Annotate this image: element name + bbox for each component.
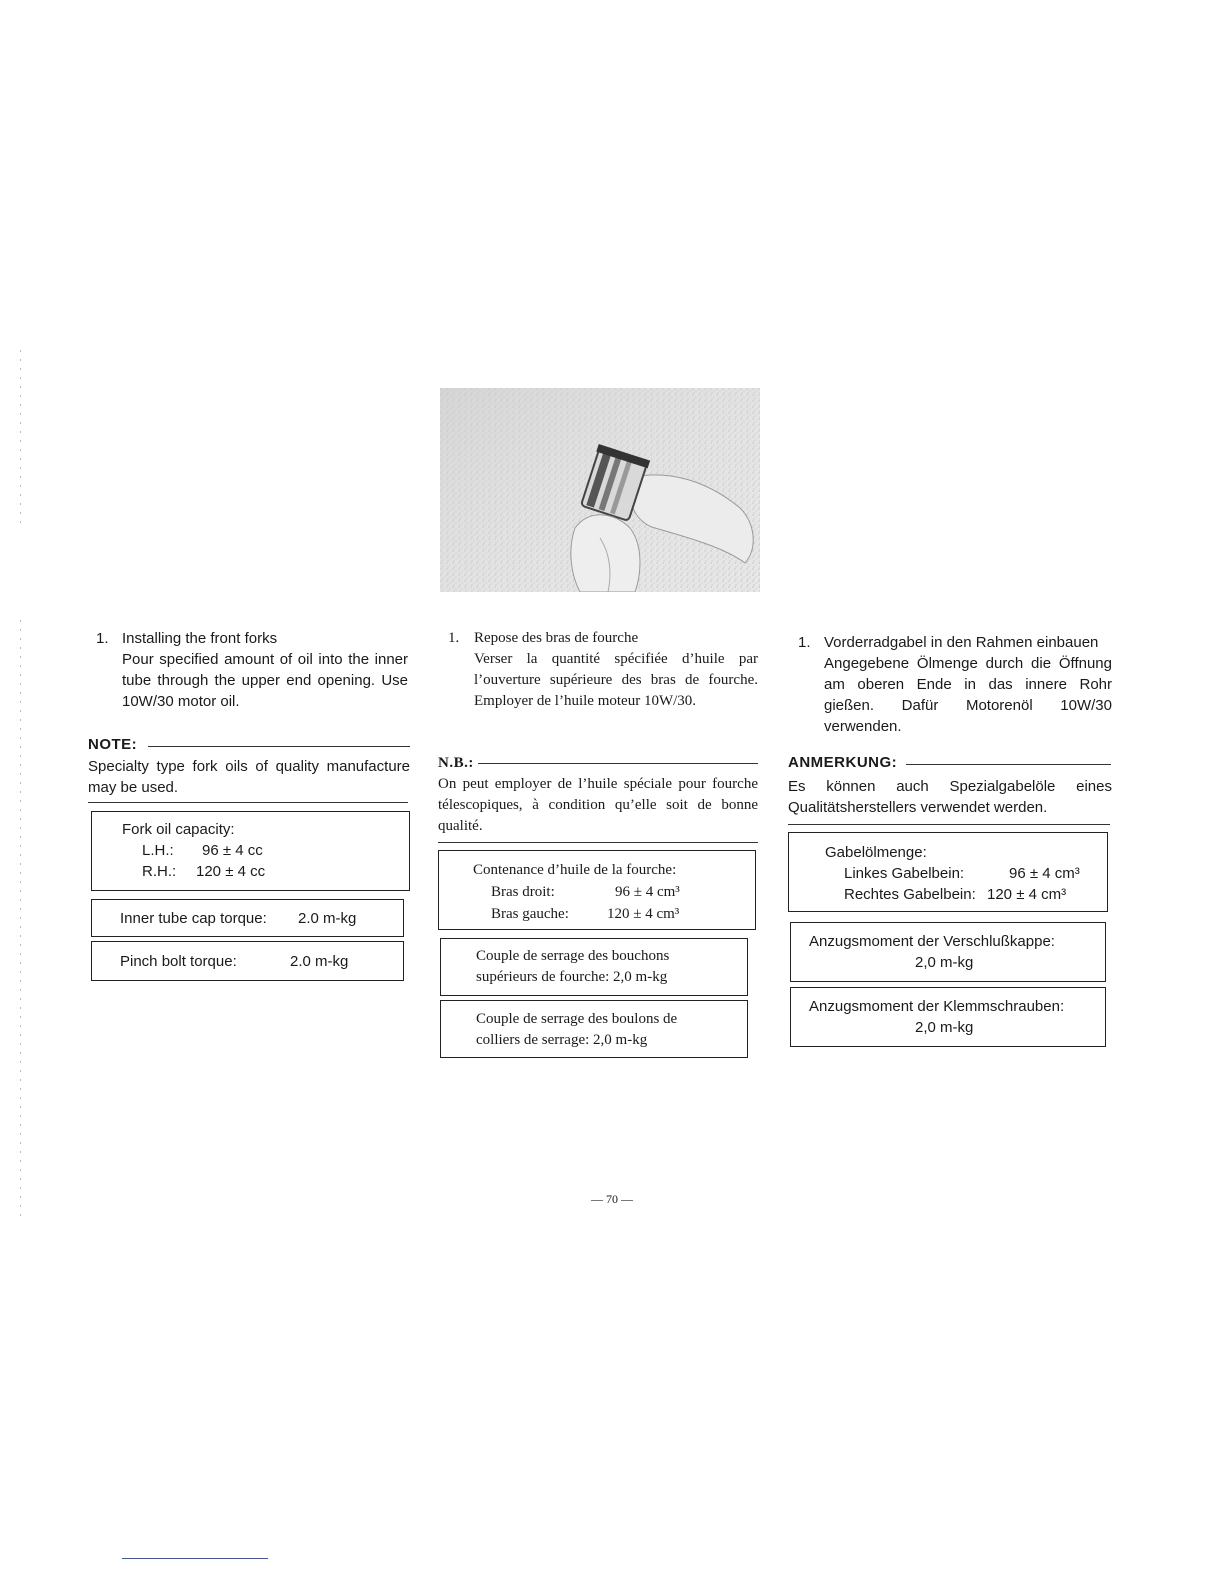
french-step: [448, 628, 758, 712]
pinch-torque-line1: Couple de serrage des boulons de: [476, 1011, 678, 1027]
photo-hands-holding-fork-tube-icon: [440, 388, 760, 592]
cap-torque-label: Inner tube cap torque:: [120, 910, 267, 927]
note-text: Specialty type fork oils of quality manufacture may be used.: [88, 758, 410, 796]
note-rule: [478, 763, 758, 764]
step-title: Vorderradgabel in den Rahmen einbauen: [824, 634, 1099, 651]
left-arm-value: 120 ± 4 cm³: [607, 906, 680, 922]
pinch-bolt-torque-box: [440, 1000, 748, 1058]
note-end-rule: [788, 824, 1110, 825]
oil-box-title: Fork oil capacity:: [122, 821, 235, 838]
left-leg-value: 96 ± 4 cm³: [1009, 865, 1080, 882]
pinch-bolt-torque-box: [91, 941, 404, 981]
oil-box-title: Contenance d’huile de la fourche:: [473, 862, 677, 878]
right-arm-value: 96 ± 4 cm³: [615, 884, 680, 900]
cap-torque-line1: Couple de serrage des bouchons: [476, 948, 670, 964]
rh-label: R.H.:: [142, 863, 177, 880]
oil-box-title: Gabelölmenge:: [825, 844, 927, 861]
cap-torque-box: [440, 938, 748, 996]
fork-oil-capacity-box: [438, 850, 756, 930]
step-title: Installing the front forks: [122, 630, 278, 647]
step-number: 1.: [798, 634, 811, 651]
cap-torque-line2: supérieurs de fourche: 2,0 m-kg: [476, 969, 668, 985]
right-leg-label: Rechtes Gabelbein:: [844, 886, 976, 903]
pinch-torque-line2: 2,0 m-kg: [915, 1019, 974, 1036]
note-text: Es können auch Spezialgabelöle eines Qualitätsherstellers verwendet werden.: [788, 778, 1112, 816]
note-end-rule: [88, 802, 408, 803]
inner-tube-cap-torque-box: [91, 899, 404, 937]
note-label: N.B.:: [438, 755, 474, 771]
rh-value: 120 ± 4 cc: [196, 863, 266, 880]
step-text: Angegebene Ölmenge durch die Öffnung am oberen Ende in das innere Rohr gießen. Dafür Motorenöl 10W/30 verwenden.: [824, 655, 1112, 735]
pinch-bolt-torque-box: [790, 987, 1106, 1047]
pinch-torque-label: Pinch bolt torque:: [120, 953, 237, 970]
note-rule: [148, 746, 410, 747]
fork-oil-capacity-box: [788, 832, 1108, 912]
step-text: Verser la quantité spécifiée d’huile par l’ouverture supérieure des bras de fourche. Employer de l’huile moteur 10W/30.: [474, 651, 758, 709]
left-leg-label: Linkes Gabelbein:: [844, 865, 965, 882]
scan-edge-mark: [20, 620, 21, 1220]
left-arm-label: Bras gauche:: [491, 906, 569, 922]
page-number: — 70 —: [591, 1192, 633, 1206]
step-title: Repose des bras de fourche: [474, 630, 639, 646]
step-text: Pour specified amount of oil into the inner tube through the upper end opening. Use 10W/30 motor oil.: [122, 651, 408, 710]
pinch-torque-value: 2.0 m-kg: [290, 953, 349, 970]
note-label: NOTE:: [88, 736, 138, 753]
fork-oil-capacity-box: [91, 811, 410, 891]
cap-torque-line2: 2,0 m-kg: [915, 954, 974, 971]
right-arm-label: Bras droit:: [491, 884, 555, 900]
cap-torque-line1: Anzugsmoment der Verschlußkappe:: [809, 933, 1055, 950]
cap-torque-value: 2.0 m-kg: [298, 910, 357, 927]
step-number: 1.: [96, 630, 109, 647]
english-step: [96, 628, 408, 712]
lh-label: L.H.:: [142, 842, 174, 859]
bottom-link-rule: [122, 1558, 268, 1559]
note-label: ANMERKUNG:: [788, 754, 898, 771]
step-number: 1.: [448, 630, 460, 646]
photo-fork-installation: [440, 388, 760, 592]
german-step: [798, 632, 1112, 737]
scan-edge-mark: [20, 350, 21, 530]
note-end-rule: [438, 842, 758, 843]
pinch-torque-line1: Anzugsmoment der Klemmschrauben:: [809, 998, 1065, 1015]
pinch-torque-line2: colliers de serrage: 2,0 m-kg: [476, 1032, 648, 1048]
note-text: On peut employer de l’huile spéciale pour fourche télescopiques, à condition qu’elle soit de bonne qualité.: [438, 776, 758, 834]
right-leg-value: 120 ± 4 cm³: [987, 886, 1067, 903]
lh-value: 96 ± 4 cc: [202, 842, 263, 859]
cap-torque-box: [790, 922, 1106, 982]
note-rule: [906, 764, 1111, 765]
